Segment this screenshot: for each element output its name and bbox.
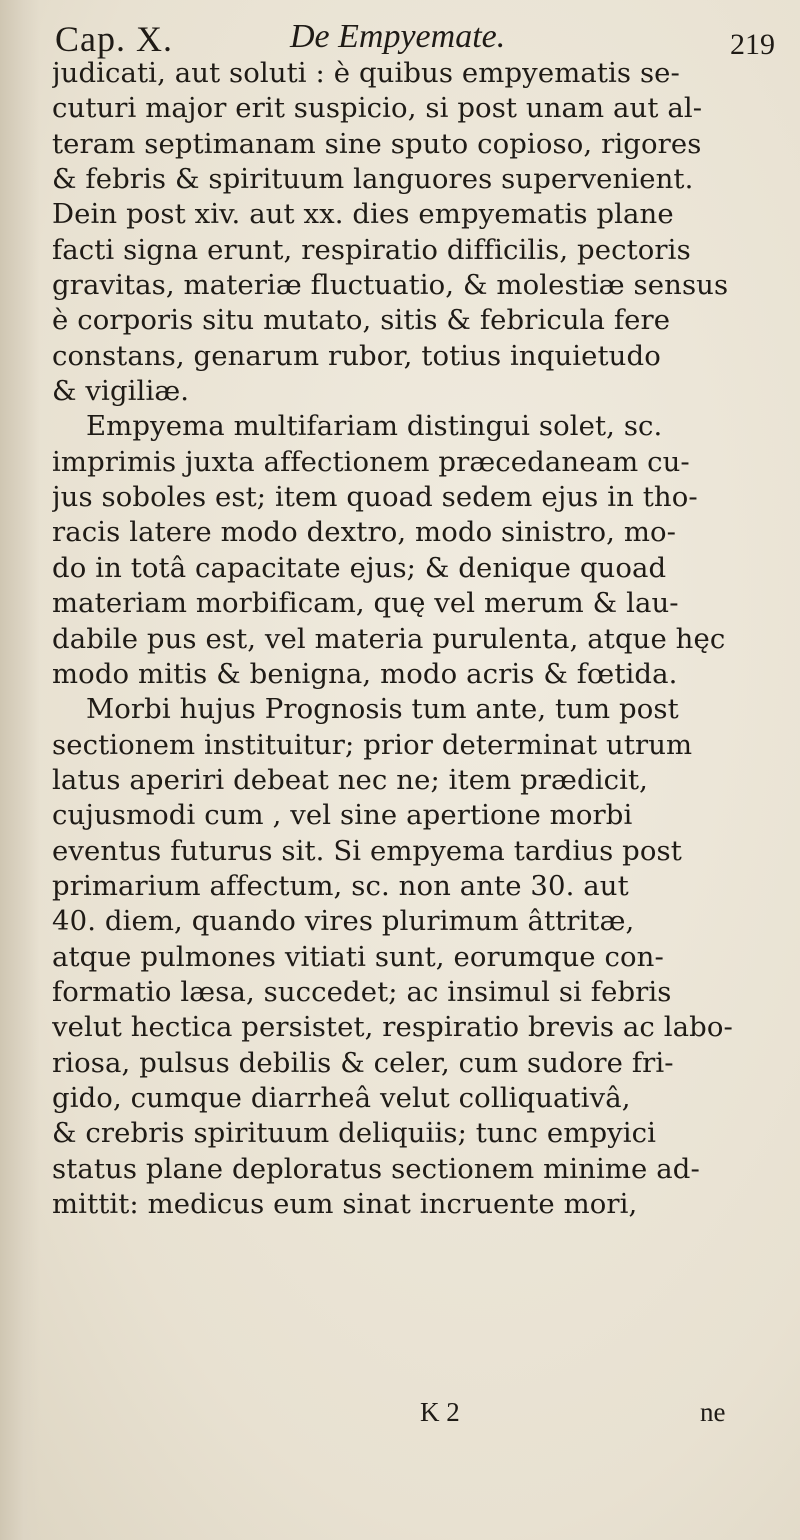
running-title: De Empyemate. (290, 18, 506, 55)
text-line: è corporis situ mutato, sitis & febricula fere (52, 304, 671, 337)
text-line: dabile pus est, vel materia purulenta, atque hęc (52, 622, 726, 655)
text-line: & vigiliæ. (52, 375, 190, 408)
text-line: cuturi major erit suspicio, si post unam aut al- (52, 92, 703, 125)
page-number: 219 (730, 28, 775, 61)
text-line: riosa, pulsus debilis & celer, cum sudore fri- (52, 1046, 674, 1079)
body-text (52, 56, 772, 1222)
text-line: jus soboles est; item quoad sedem ejus in tho- (52, 481, 698, 514)
text-line: gido, cumque diarrheâ velut colliquativâ, (52, 1081, 631, 1114)
text-line: & febris & spirituum languores supervenient. (52, 163, 694, 196)
text-line: materiam morbificam, quę vel merum & lau- (52, 587, 679, 620)
text-line: Morbi hujus Prognosis tum ante, tum post (86, 693, 679, 726)
text-line: Empyema multifariam distingui solet, sc. (86, 410, 663, 443)
text-line: atque pulmones vitiati sunt, eorumque con- (52, 940, 664, 973)
text-line: mittit: medicus eum sinat incruente mori, (52, 1188, 638, 1220)
signature-mark: K 2 (420, 1397, 460, 1427)
text-line: Dein post xiv. aut xx. dies empyematis plane (52, 198, 674, 231)
text-line: 40. diem, quando vires plurimum âttritæ, (52, 905, 635, 938)
text-line: constans, genarum rubor, totius inquietudo (52, 339, 661, 372)
text-line: judicati, aut soluti : è quibus empyematis se- (52, 57, 680, 89)
text-line: latus aperiri debeat nec ne; item prædicit, (52, 763, 648, 796)
chapter-label: Cap. X. (55, 19, 173, 59)
text-line: status plane deploratus sectionem minime ad- (52, 1152, 700, 1185)
text-line: imprimis juxta affectionem præcedaneam cu- (52, 445, 690, 478)
text-line: primarium affectum, sc. non ante 30. aut (52, 869, 629, 902)
text-line: facti signa erunt, respiratio difficilis, pectoris (52, 233, 691, 266)
text-line: eventus futurus sit. Si empyema tardius post (52, 834, 682, 867)
text-line: cujusmodi cum , vel sine apertione morbi (52, 799, 633, 832)
text-line: gravitas, materiæ fluctuatio, & molestiæ sensus (52, 269, 729, 302)
text-line: teram septimanam sine sputo copioso, rigores (52, 127, 702, 160)
catchword: ne (700, 1397, 726, 1427)
text-line: do in totâ capacitate ejus; & denique quoad (52, 551, 667, 584)
page-gutter (0, 0, 40, 1540)
text-line: sectionem instituitur; prior determinat utrum (52, 728, 693, 761)
text-line: & crebris spirituum deliquiis; tunc empyici (52, 1117, 657, 1150)
text-line: velut hectica persistet, respiratio brevis ac labo- (52, 1011, 733, 1044)
page-footer (0, 1397, 800, 1437)
text-line: formatio læsa, succedet; ac insimul si febris (52, 975, 672, 1008)
text-line: racis latere modo dextro, modo sinistro, mo- (52, 516, 677, 549)
text-line: modo mitis & benigna, modo acris & fœtida. (52, 657, 678, 690)
